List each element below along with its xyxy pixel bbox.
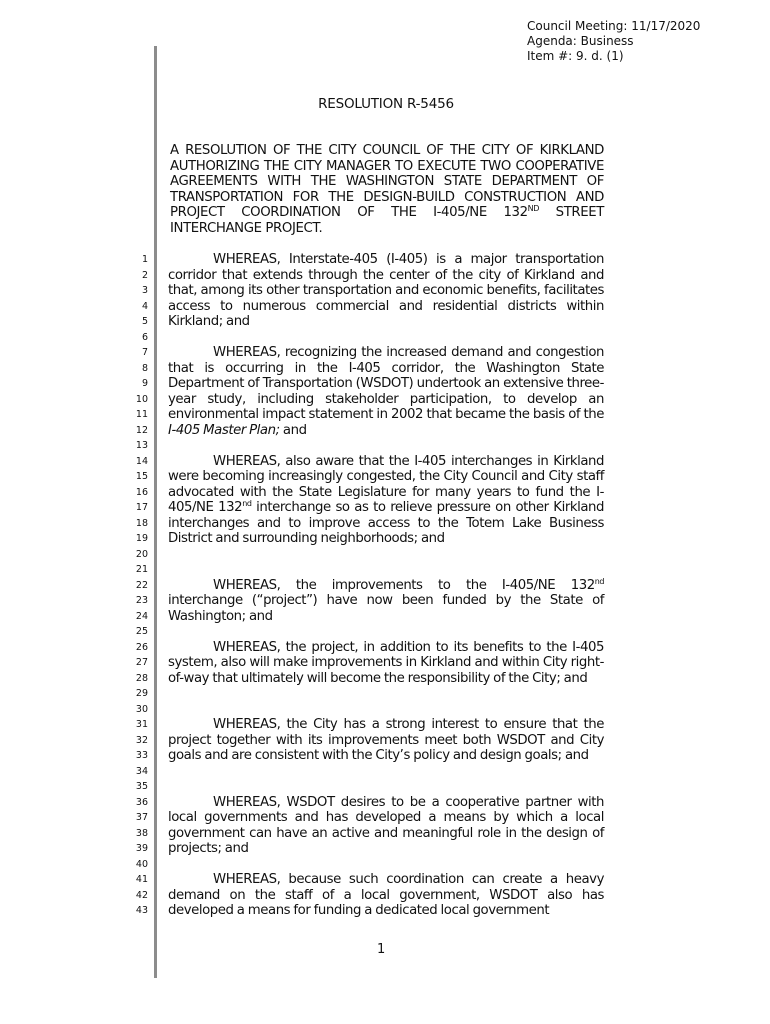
margin-rule xyxy=(154,46,157,978)
meeting-header xyxy=(527,19,700,64)
line-number: 8 xyxy=(141,362,148,374)
line-number: 33 xyxy=(135,750,148,761)
line-number: 6 xyxy=(141,331,148,343)
line-number: 14 xyxy=(135,455,148,467)
item-number: Item #: 9. d. (1) xyxy=(527,49,624,63)
paragraph-2 xyxy=(168,345,604,438)
line-number: 17 xyxy=(135,502,148,513)
paragraph-1: WHEREAS, Interstate-405 (I-405) is a major transportation corridor that extends through the center of the city of Kirkland and that, among its other transportation and economic benefits, facilitates access to numerous commercial and residential districts within Kirkland; and xyxy=(168,252,604,329)
line-number: 1 xyxy=(141,254,148,265)
line-number: 37 xyxy=(135,812,148,823)
line-number: 4 xyxy=(141,300,148,312)
paragraph-3-text: WHEREAS, also aware that the I-405 interchanges in Kirkland were becoming increasingly congested, the City Council and City staff advocated with the State Legislature for many years to fund the I-405/NE 132 xyxy=(168,453,604,515)
line-number: 26 xyxy=(135,641,148,653)
line-number: 25 xyxy=(135,626,148,637)
line-number: 9 xyxy=(141,378,148,389)
paragraph-4 xyxy=(168,578,604,625)
paragraph-2-text: WHEREAS, recognizing the increased demand and congestion that is occurring in the I-405 corridor, the Washington State Department of Transportation (WSDOT) undertook an extensive three-year study, including stakeholder participation, to develop an environmental impact statement in 2002 that became the basis of the xyxy=(168,345,604,422)
line-number: 3 xyxy=(141,285,148,296)
line-number: 18 xyxy=(135,517,148,529)
line-number: 23 xyxy=(135,595,148,606)
line-number: 42 xyxy=(135,889,148,901)
line-number: 7 xyxy=(141,347,148,358)
line-number: 20 xyxy=(135,548,148,560)
intro-text-end: STREET INTERCHANGE PROJECT. xyxy=(170,205,604,236)
line-number: 10 xyxy=(135,393,148,405)
agenda-label: Agenda: Business xyxy=(527,34,634,48)
line-number: 40 xyxy=(135,858,148,870)
line-number: 38 xyxy=(135,827,148,839)
line-number: 13 xyxy=(135,440,148,451)
line-number: 27 xyxy=(135,657,148,668)
paragraph-4-sup: nd xyxy=(594,576,604,586)
line-number: 43 xyxy=(135,905,148,916)
line-number: 22 xyxy=(135,579,148,591)
paragraph-3 xyxy=(168,454,604,547)
line-number: 29 xyxy=(135,688,148,699)
paragraph-5: WHEREAS, the project, in addition to its benefits to the I-405 system, also will make improvements in Kirkland and within City right-of-way that ultimately will become the responsibility of the City; and xyxy=(168,639,604,686)
line-number: 31 xyxy=(135,719,148,730)
paragraph-4-text: WHEREAS, the improvements to the I-405/NE 132 xyxy=(213,577,595,593)
intro-text: A RESOLUTION OF THE CITY COUNCIL OF THE CITY OF KIRKLAND AUTHORIZING THE CITY MANAGER TO EXECUTE TWO COOPERATIVE AGREEMENTS WITH THE WASHINGTON STATE DEPARTMENT OF TRANSPORTATION FOR THE DESIGN-BUILD CONSTRUCTION AND PROJECT COORDINATION OF THE I-405/NE 132 xyxy=(170,143,604,221)
paragraph-8: WHEREAS, because such coordination can create a heavy demand on the staff of a local government, WSDOT also has developed a means for funding a dedicated local government xyxy=(168,872,604,918)
line-number: 39 xyxy=(135,843,148,854)
line-number: 30 xyxy=(135,703,148,715)
paragraph-4-end: interchange (“project”) have now been funded by the State of Washington; and xyxy=(168,593,604,624)
line-number: 19 xyxy=(135,533,148,544)
paragraph-3-end: interchange so as to relieve pressure on other Kirkland interchanges and to improve access to the Totem Lake Business District and surrounding neighborhoods; and xyxy=(168,500,604,546)
intro-sup: ND xyxy=(527,204,540,214)
line-number: 41 xyxy=(135,874,148,885)
resolution-intro xyxy=(170,143,604,237)
line-number: 35 xyxy=(135,781,148,792)
line-number: 2 xyxy=(141,269,148,281)
paragraph-2-end: and xyxy=(279,422,307,438)
master-plan-title: I-405 Master Plan; xyxy=(168,422,280,438)
meeting-date: Council Meeting: 11/17/2020 xyxy=(527,19,701,33)
paragraph-6: WHEREAS, the City has a strong interest to ensure that the project together with its improvements meet both WSDOT and City goals and are consistent with the City’s policy and design goals; and xyxy=(168,717,604,763)
line-number: 5 xyxy=(141,316,148,327)
line-number: 12 xyxy=(135,424,148,436)
line-number: 15 xyxy=(135,471,148,482)
resolution-title: RESOLUTION R-5456 xyxy=(318,96,454,112)
line-number: 11 xyxy=(135,409,148,420)
line-number: 28 xyxy=(135,672,148,684)
line-number: 32 xyxy=(135,734,148,746)
line-number: 34 xyxy=(135,765,148,777)
line-number: 21 xyxy=(135,564,148,575)
line-number: 36 xyxy=(135,796,148,808)
line-number: 24 xyxy=(135,610,148,622)
paragraph-3-sup: nd xyxy=(242,499,252,508)
paragraph-7: WHEREAS, WSDOT desires to be a cooperative partner with local governments and has developed a means by which a local government can have an active and meaningful role in the design of projects; and xyxy=(168,794,604,856)
page-number: 1 xyxy=(377,942,386,957)
line-number: 16 xyxy=(135,486,148,498)
